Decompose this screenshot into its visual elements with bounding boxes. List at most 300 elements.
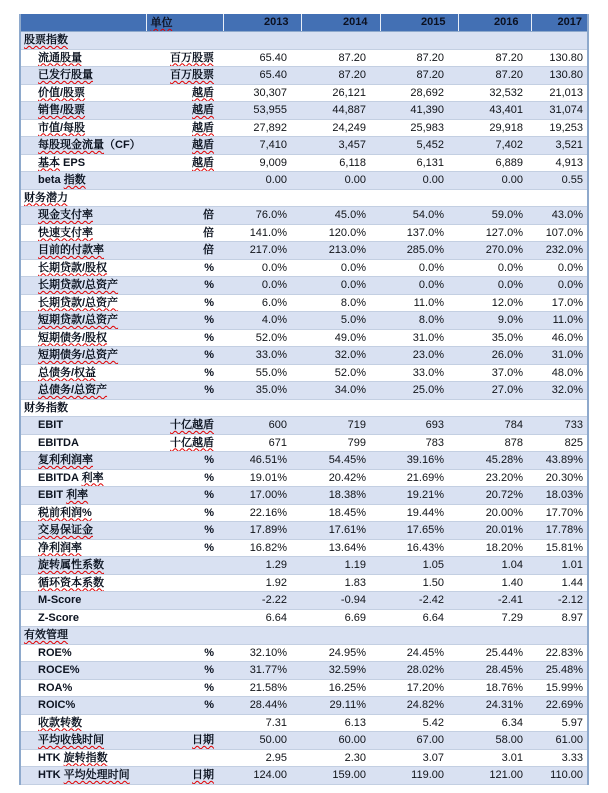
value-cell-2016: 37.0% — [458, 364, 531, 382]
value-cell-2014: -0.94 — [301, 592, 380, 610]
value-cell-2015: 17.20% — [380, 679, 458, 697]
value-cell-2017: 31,074 — [531, 102, 588, 120]
unit-text-plain: % — [204, 279, 214, 291]
table-row — [20, 224, 588, 242]
row-label-squiggled: 利率 — [81, 471, 104, 484]
unit-cell — [146, 49, 223, 67]
financial-metrics-table — [19, 14, 589, 785]
row-label-cell — [20, 49, 146, 67]
unit-cell — [146, 329, 223, 347]
value-cell-2016: 0.0% — [458, 277, 531, 295]
unit-text-plain: % — [204, 681, 214, 694]
value-cell-2015: 0.0% — [380, 277, 458, 295]
value-cell-2017: 43.89% — [531, 452, 588, 470]
section-header-row — [20, 32, 588, 50]
value-cell-2016: 6,889 — [458, 154, 531, 172]
row-label-cell — [20, 137, 146, 155]
value-cell-2015: 5.42 — [380, 714, 458, 732]
table-row — [20, 67, 588, 85]
value-cell-2016: 878 — [458, 434, 531, 452]
row-label-plain: EBIT — [38, 419, 64, 431]
value-cell-2015: 33.0% — [380, 364, 458, 382]
value-cell-2014: 34.0% — [301, 382, 380, 400]
unit-cell — [146, 67, 223, 85]
row-label-cell — [20, 679, 146, 697]
row-label-cell — [20, 557, 146, 575]
unit-cell — [146, 242, 223, 260]
unit-text-plain: % — [204, 296, 214, 309]
value-cell-2016: 58.00 — [458, 732, 531, 750]
value-cell-2016: 20.72% — [458, 487, 531, 505]
value-cell-2017: 107.0% — [531, 224, 588, 242]
value-cell-2014: 24.95% — [301, 644, 380, 662]
value-cell-2014: 32.0% — [301, 347, 380, 365]
table-container — [19, 14, 589, 785]
table-row — [20, 172, 588, 190]
value-cell-2015: 24.82% — [380, 697, 458, 715]
table-row — [20, 592, 588, 610]
value-cell-2014: 8.0% — [301, 294, 380, 312]
value-cell-2016: 0.0% — [458, 259, 531, 277]
table-row — [20, 312, 588, 330]
row-label-plain: ROCE% — [38, 664, 80, 676]
row-label-squiggled: 复利利润率 — [38, 454, 93, 466]
value-cell-2014: 18.45% — [301, 504, 380, 522]
value-cell-2017: 825 — [531, 434, 588, 452]
table-row — [20, 347, 588, 365]
unit-cell — [146, 609, 223, 627]
row-label-plain: ROA% — [38, 681, 73, 694]
value-cell-2016: 28.45% — [458, 662, 531, 680]
row-label-cell — [20, 242, 146, 260]
value-cell-2014: 44,887 — [301, 102, 380, 120]
value-cell-2016: 9.0% — [458, 312, 531, 330]
value-cell-2017: 15.99% — [531, 679, 588, 697]
value-cell-2013: 65.40 — [223, 67, 301, 85]
value-cell-2017: 11.0% — [531, 312, 588, 330]
unit-cell — [146, 732, 223, 750]
value-cell-2017: 15.81% — [531, 539, 588, 557]
value-cell-2016: 0.00 — [458, 172, 531, 190]
value-cell-2013: 0.0% — [223, 277, 301, 295]
value-cell-2013: 17.00% — [223, 487, 301, 505]
unit-cell — [146, 277, 223, 295]
row-label-cell — [20, 67, 146, 85]
section-title-text-plain: 财务指数 — [24, 401, 68, 414]
value-cell-2013: 6.0% — [223, 294, 301, 312]
value-cell-2013: -2.22 — [223, 592, 301, 610]
row-label-squiggled: 现金支付率 — [38, 209, 93, 221]
unit-text-plain: % — [204, 331, 214, 344]
table-row — [20, 487, 588, 505]
row-label-cell — [20, 364, 146, 382]
value-cell-2013: 35.0% — [223, 382, 301, 400]
unit-cell — [146, 767, 223, 785]
row-label-plain: M-Score — [38, 594, 82, 606]
value-cell-2014: 799 — [301, 434, 380, 452]
value-cell-2017: 21,013 — [531, 84, 588, 102]
row-label-cell — [20, 469, 146, 487]
table-row — [20, 557, 588, 575]
unit-text-plain: 倍 — [203, 244, 214, 256]
row-label-squiggled: 净利润率 — [38, 541, 82, 554]
row-label-cell — [20, 504, 146, 522]
value-cell-2016: 270.0% — [458, 242, 531, 260]
value-cell-2017: 22.83% — [531, 644, 588, 662]
row-label-squiggled: 总债务/权益 — [38, 366, 97, 379]
value-cell-2016: 29,918 — [458, 119, 531, 137]
table-row — [20, 732, 588, 750]
row-label-cell — [20, 417, 146, 435]
table-row — [20, 102, 588, 120]
value-cell-2014: 120.0% — [301, 224, 380, 242]
section-title — [20, 627, 588, 645]
value-cell-2016: 87.20 — [458, 49, 531, 67]
value-cell-2013: 46.51% — [223, 452, 301, 470]
value-cell-2016: 6.34 — [458, 714, 531, 732]
unit-cell — [146, 487, 223, 505]
unit-cell — [146, 382, 223, 400]
value-cell-2017: 19,253 — [531, 119, 588, 137]
value-cell-2013: 16.82% — [223, 539, 301, 557]
value-cell-2014: 54.45% — [301, 452, 380, 470]
section-title-text-squiggled: 有效管理 — [24, 629, 68, 641]
row-label-cell — [20, 697, 146, 715]
row-label-cell — [20, 224, 146, 242]
value-cell-2013: 217.0% — [223, 242, 301, 260]
row-label-squiggled: 循环资本系数 — [38, 576, 104, 589]
value-cell-2016: 27.0% — [458, 382, 531, 400]
value-cell-2014: 26,121 — [301, 84, 380, 102]
unit-cell — [146, 312, 223, 330]
row-label-plain: HTK — [38, 769, 64, 781]
section-header-row — [20, 189, 588, 207]
value-cell-2016: 25.44% — [458, 644, 531, 662]
value-cell-2014: 6.13 — [301, 714, 380, 732]
unit-text-plain: % — [204, 349, 214, 361]
table-row — [20, 434, 588, 452]
table-row — [20, 207, 588, 225]
row-label-cell — [20, 154, 146, 172]
value-cell-2017: 4,913 — [531, 154, 588, 172]
section-title — [20, 399, 588, 417]
unit-cell — [146, 749, 223, 767]
row-label-squiggled: 指数 — [63, 174, 86, 186]
value-cell-2015: 119.00 — [380, 767, 458, 785]
section-title — [20, 189, 588, 207]
value-cell-2017: 0.0% — [531, 277, 588, 295]
row-label-squiggled: 税前利润% — [38, 506, 92, 519]
value-cell-2015: 67.00 — [380, 732, 458, 750]
value-cell-2014: 29.11% — [301, 697, 380, 715]
row-label-squiggled: 平均收钱时间 — [38, 734, 104, 746]
value-cell-2014: 52.0% — [301, 364, 380, 382]
unit-cell — [146, 574, 223, 592]
value-cell-2015: 8.0% — [380, 312, 458, 330]
row-label-cell — [20, 294, 146, 312]
value-cell-2013: 124.00 — [223, 767, 301, 785]
row-label-squiggled: 利率 — [66, 489, 89, 501]
table-row — [20, 84, 588, 102]
row-label-squiggled: 交易保证金 — [38, 524, 93, 536]
row-label-squiggled: 目前的付款率 — [38, 244, 104, 256]
value-cell-2015: 11.0% — [380, 294, 458, 312]
table-row — [20, 137, 588, 155]
unit-text-squiggled: 十亿越盾 — [170, 436, 214, 449]
value-cell-2014: 1.83 — [301, 574, 380, 592]
value-cell-2017: 8.97 — [531, 609, 588, 627]
value-cell-2015: 0.00 — [380, 172, 458, 190]
value-cell-2015: 28,692 — [380, 84, 458, 102]
table-row — [20, 49, 588, 67]
value-cell-2013: 21.58% — [223, 679, 301, 697]
unit-header-label: 单位 — [150, 17, 173, 29]
value-cell-2016: 121.00 — [458, 767, 531, 785]
value-cell-2017: 130.80 — [531, 49, 588, 67]
value-cell-2014: 45.0% — [301, 207, 380, 225]
unit-text-plain: % — [204, 314, 214, 326]
unit-cell — [146, 417, 223, 435]
value-cell-2014: 32.59% — [301, 662, 380, 680]
row-label-cell — [20, 714, 146, 732]
table-row — [20, 539, 588, 557]
value-cell-2017: 5.97 — [531, 714, 588, 732]
year-header-2015: 2015 — [380, 14, 458, 32]
unit-cell — [146, 469, 223, 487]
table-row — [20, 767, 588, 785]
value-cell-2014: 87.20 — [301, 49, 380, 67]
row-label-squiggled: 长期贷款/总资产 — [38, 279, 119, 291]
value-cell-2017: 25.48% — [531, 662, 588, 680]
value-cell-2016: 43,401 — [458, 102, 531, 120]
value-cell-2017: 32.0% — [531, 382, 588, 400]
unit-cell — [146, 102, 223, 120]
value-cell-2015: 137.0% — [380, 224, 458, 242]
table-row — [20, 662, 588, 680]
value-cell-2016: 20.00% — [458, 504, 531, 522]
row-label-squiggled: 收款转数 — [38, 716, 82, 729]
table-row — [20, 154, 588, 172]
value-cell-2017: 17.0% — [531, 294, 588, 312]
table-row — [20, 522, 588, 540]
table-row — [20, 452, 588, 470]
unit-text-squiggled: 越盾 — [192, 86, 214, 99]
value-cell-2013: 19.01% — [223, 469, 301, 487]
unit-text-squiggled: 日期 — [192, 769, 214, 781]
unit-cell — [146, 137, 223, 155]
unit-text-plain: 倍 — [203, 209, 214, 221]
section-header-row — [20, 399, 588, 417]
section-title — [20, 32, 588, 50]
value-cell-2014: 17.61% — [301, 522, 380, 540]
row-label-plain: EPS — [60, 156, 86, 169]
table-row — [20, 277, 588, 295]
unit-text-squiggled: 越盾 — [192, 139, 214, 151]
row-label-cell — [20, 609, 146, 627]
row-label-squiggled: 已发行股量 — [38, 69, 93, 81]
value-cell-2015: 41,390 — [380, 102, 458, 120]
row-label-cell — [20, 522, 146, 540]
value-cell-2014: 60.00 — [301, 732, 380, 750]
value-cell-2013: 1.29 — [223, 557, 301, 575]
row-label-cell — [20, 732, 146, 750]
value-cell-2016: 59.0% — [458, 207, 531, 225]
value-cell-2014: 1.19 — [301, 557, 380, 575]
value-cell-2015: 693 — [380, 417, 458, 435]
value-cell-2013: 17.89% — [223, 522, 301, 540]
value-cell-2017: 1.44 — [531, 574, 588, 592]
value-cell-2014: 87.20 — [301, 67, 380, 85]
row-label-squiggled: 总债务/总资产 — [38, 384, 108, 396]
value-cell-2017: 0.0% — [531, 259, 588, 277]
unit-text-squiggled: 越盾 — [192, 104, 214, 116]
row-label-cell — [20, 259, 146, 277]
value-cell-2015: 87.20 — [380, 67, 458, 85]
unit-cell — [146, 539, 223, 557]
row-label-plain: （CF） — [104, 139, 141, 151]
value-cell-2013: 0.0% — [223, 259, 301, 277]
unit-cell — [146, 592, 223, 610]
value-cell-2016: 26.0% — [458, 347, 531, 365]
unit-text-squiggled: 百万股票 — [170, 69, 214, 81]
value-cell-2015: 5,452 — [380, 137, 458, 155]
value-cell-2014: 213.0% — [301, 242, 380, 260]
value-cell-2015: 19.21% — [380, 487, 458, 505]
unit-cell — [146, 154, 223, 172]
value-cell-2017: 733 — [531, 417, 588, 435]
unit-cell — [146, 207, 223, 225]
value-cell-2016: 1.40 — [458, 574, 531, 592]
unit-text-plain: % — [204, 541, 214, 554]
unit-cell — [146, 522, 223, 540]
value-cell-2014: 16.25% — [301, 679, 380, 697]
row-label-squiggled: 价值/股票 — [38, 86, 86, 99]
unit-text-plain: % — [204, 664, 214, 676]
value-cell-2016: 87.20 — [458, 67, 531, 85]
value-cell-2017: 46.0% — [531, 329, 588, 347]
row-label-squiggled: 每股现金流量 — [38, 139, 104, 151]
value-cell-2015: 6,131 — [380, 154, 458, 172]
year-header-2016: 2016 — [458, 14, 531, 32]
row-label-cell — [20, 102, 146, 120]
value-cell-2015: 0.0% — [380, 259, 458, 277]
value-cell-2015: 3.07 — [380, 749, 458, 767]
table-row — [20, 504, 588, 522]
row-label-cell — [20, 487, 146, 505]
row-label-cell — [20, 662, 146, 680]
value-cell-2013: 27,892 — [223, 119, 301, 137]
value-cell-2017: 0.55 — [531, 172, 588, 190]
table-row — [20, 242, 588, 260]
table-row — [20, 469, 588, 487]
row-label-plain: HTK — [38, 751, 64, 764]
row-label-squiggled: 基本 — [38, 156, 60, 169]
unit-text-plain: % — [204, 471, 214, 484]
unit-cell — [146, 347, 223, 365]
row-label-plain: Z-Score — [38, 611, 79, 624]
row-label-squiggled: 旋转属性系数 — [38, 559, 104, 571]
value-cell-2016: 784 — [458, 417, 531, 435]
value-cell-2017: 22.69% — [531, 697, 588, 715]
value-cell-2015: 87.20 — [380, 49, 458, 67]
value-cell-2013: 55.0% — [223, 364, 301, 382]
table-row — [20, 714, 588, 732]
unit-cell — [146, 557, 223, 575]
table-row — [20, 749, 588, 767]
value-cell-2014: 3,457 — [301, 137, 380, 155]
value-cell-2013: 53,955 — [223, 102, 301, 120]
unit-column-header — [146, 14, 223, 32]
value-cell-2017: 3.33 — [531, 749, 588, 767]
unit-text-plain: 倍 — [203, 226, 214, 239]
value-cell-2015: 1.05 — [380, 557, 458, 575]
value-cell-2016: 23.20% — [458, 469, 531, 487]
value-cell-2016: 1.04 — [458, 557, 531, 575]
value-cell-2016: 18.76% — [458, 679, 531, 697]
unit-cell — [146, 119, 223, 137]
table-row — [20, 119, 588, 137]
value-cell-2014: 6,118 — [301, 154, 380, 172]
value-cell-2016: 32,532 — [458, 84, 531, 102]
unit-cell — [146, 714, 223, 732]
value-cell-2013: 30,307 — [223, 84, 301, 102]
value-cell-2016: 12.0% — [458, 294, 531, 312]
value-cell-2013: 65.40 — [223, 49, 301, 67]
unit-cell — [146, 504, 223, 522]
table-row — [20, 417, 588, 435]
value-cell-2013: 671 — [223, 434, 301, 452]
unit-text-plain: % — [204, 646, 214, 659]
row-label-cell — [20, 574, 146, 592]
row-label-cell — [20, 347, 146, 365]
table-row — [20, 574, 588, 592]
section-title-text-squiggled: 股票指数 — [24, 34, 68, 46]
value-cell-2017: 130.80 — [531, 67, 588, 85]
value-cell-2015: 23.0% — [380, 347, 458, 365]
unit-cell — [146, 84, 223, 102]
value-cell-2014: 5.0% — [301, 312, 380, 330]
table-row — [20, 609, 588, 627]
value-cell-2013: 7,410 — [223, 137, 301, 155]
row-label-cell — [20, 452, 146, 470]
unit-cell — [146, 662, 223, 680]
value-cell-2015: 28.02% — [380, 662, 458, 680]
value-cell-2013: 32.10% — [223, 644, 301, 662]
row-label-plain: ROE% — [38, 646, 72, 659]
row-label-squiggled: 市值/每股 — [38, 121, 86, 134]
unit-text-plain: % — [204, 524, 214, 536]
value-cell-2013: 2.95 — [223, 749, 301, 767]
row-label-squiggled: 快速支付率 — [38, 226, 93, 239]
value-cell-2017: 3,521 — [531, 137, 588, 155]
value-cell-2013: 4.0% — [223, 312, 301, 330]
value-cell-2015: 6.64 — [380, 609, 458, 627]
value-cell-2014: 18.38% — [301, 487, 380, 505]
value-cell-2015: 21.69% — [380, 469, 458, 487]
unit-text-plain: % — [204, 699, 214, 711]
value-cell-2016: 3.01 — [458, 749, 531, 767]
value-cell-2017: 20.30% — [531, 469, 588, 487]
value-cell-2017: 232.0% — [531, 242, 588, 260]
value-cell-2013: 22.16% — [223, 504, 301, 522]
section-title-text-squiggled: 财务潜力 — [24, 191, 68, 204]
table-row — [20, 644, 588, 662]
row-label-squiggled: 销售/股票 — [38, 104, 86, 116]
row-label-cell — [20, 172, 146, 190]
value-cell-2015: 39.16% — [380, 452, 458, 470]
value-cell-2013: 6.64 — [223, 609, 301, 627]
value-cell-2017: 48.0% — [531, 364, 588, 382]
